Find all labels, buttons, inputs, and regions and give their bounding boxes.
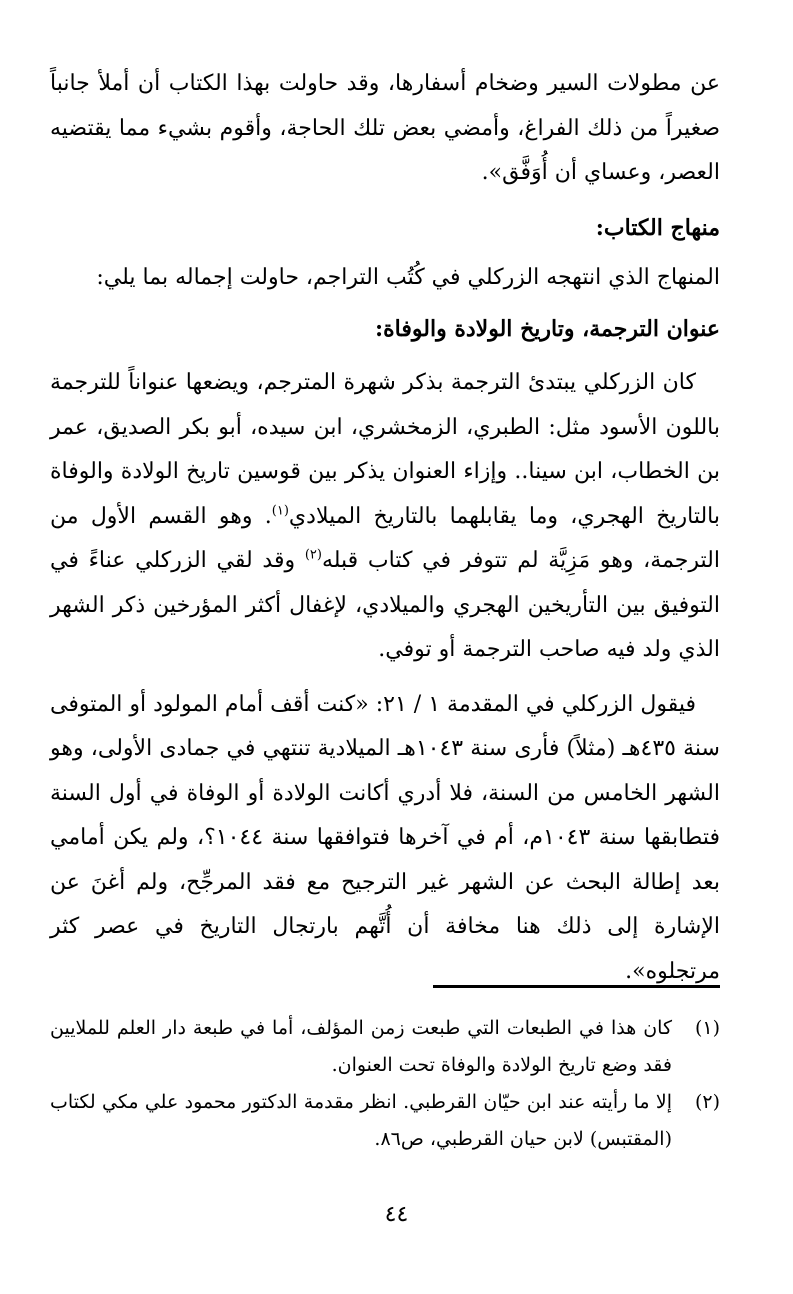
paragraph-1-part-b: . وهو القسم الأول من الترجمة، وهو مَزِيَّة لم تتوفر في كتاب قبله	[50, 503, 720, 573]
subheading: عنوان الترجمة، وتاريخ الولادة والوفاة:	[375, 315, 720, 342]
footnote-ref-1: (١)	[271, 503, 289, 519]
footnote-number: (١)	[694, 1017, 720, 1039]
paragraph-1-part-c: وقد لقي الزركلي عناءً في التوفيق بين التأريخين الهجري والميلادي، لإغفال أكثر المؤرخين ذكر الشهر الذي ولد فيه صاحب الترجمة أو توفي.	[50, 548, 721, 662]
footnote-text: كان هذا في الطبعات التي طبعت زمن المؤلف، أما في طبعة دار العلم للملايين فقد وضع تاريخ الولادة والوفاة تحت العنوان.	[50, 1017, 672, 1076]
footnote-number: (٢)	[694, 1091, 720, 1113]
footnote	[50, 1084, 720, 1158]
footnote-separator	[433, 985, 720, 988]
intro-paragraph: عن مطولات السير وضخام أسفارها، وقد حاولت بهذا الكتاب أن أملأ جانباً صغيراً من ذلك الفراغ، وأمضي بعض تلك الحاجة، وأقوم بشيء مما يقتضيه العصر، وعساي أن أُوَفَّق».	[50, 71, 720, 185]
footnotes	[50, 1010, 720, 1158]
page-body	[50, 62, 720, 994]
paragraph-1-part-a: كان الزركلي يبتدئ الترجمة بذكر شهرة المترجم، ويضعها عنواناً للترجمة باللون الأسود مثل: الطبري، الزمخشري، ابن سيده، أبو بكر الصديق، عمر بن الخطاب، ابن سينا.. وإزاء العنوان يذكر بين قوسين تاريخ الولادة والوفاة بالتاريخ الهجري، وما يقابلهما بالتاريخ الميلادي	[50, 370, 720, 529]
footnote	[50, 1010, 720, 1084]
paragraph-1	[50, 361, 720, 673]
footnote-text: إلا ما رأيته عند ابن حيّان القرطبي. انظر مقدمة الدكتور محمود علي مكي لكتاب (المقتبس) لابن حيان القرطبي، ص٨٦.	[50, 1091, 672, 1150]
footnote-ref-2: (٢)	[304, 547, 322, 563]
section-heading: منهاج الكتاب:	[595, 214, 720, 241]
method-paragraph: المنهاج الذي انتهجه الزركلي في كُتُب التراجم، حاولت إجماله بما يلي:	[96, 265, 720, 290]
page-number: ٤٤	[384, 1202, 409, 1227]
paragraph-2: فيقول الزركلي في المقدمة ١ / ٢١: «كنت أقف أمام المولود أو المتوفى سنة ٤٣٥هـ (مثلاً) فأرى سنة ١٠٤٣هـ الميلادية تنتهي في جمادى الأولى، وهو الشهر الخامس من السنة، فلا أدري أكانت الولادة أو الوفاة في أول السنة فتطابقها سنة ١٠٤٣م، أم في آخرها فتوافقها سنة ١٠٤٤؟، ولم يكن أمامي بعد إطالة البحث عن الشهر غير الترجيح مع فقد المرجِّح، ولم أغنَ عن الإشارة إلى ذلك هنا مخافة أن أُتَّهم بارتجال التاريخ في عصر كثر مرتجلوه».	[50, 691, 721, 984]
